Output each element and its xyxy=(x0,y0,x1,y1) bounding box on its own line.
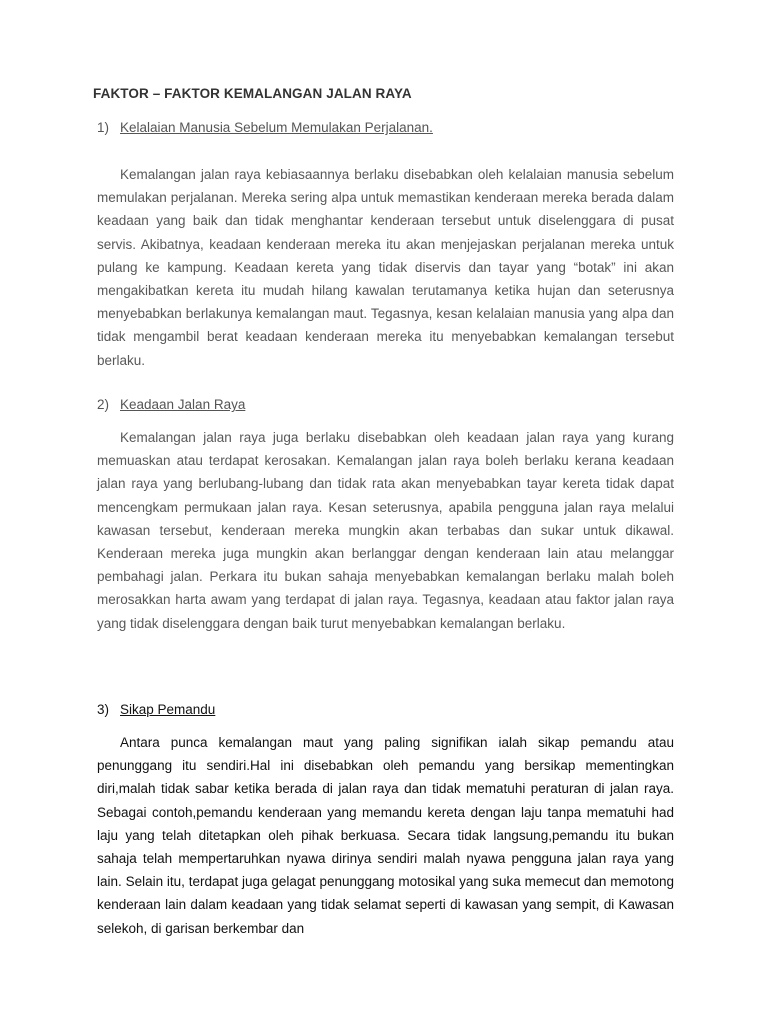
section-2-paragraph: Kemalangan jalan raya juga berlaku disebabkan oleh keadaan jalan raya yang kurang memuaskan atau terdapat kerosakan. Kemalangan jalan raya boleh berlaku kerana keadaan jalan raya yang berlubang-lubang dan tidak rata akan menyebabkan tayar kereta tidak dapat mencengkam permukaan jalan raya. Kesan seterusnya, apabila pengguna jalan raya melalui kawasan tersebut, kenderaan mereka mungkin akan terbabas dan sukar untuk dikawal. Kenderaan mereka juga mungkin akan berlanggar dengan kenderaan lain atau melanggar pembahagi jalan. Perkara itu bukan sahaja menyebabkan kemalangan berlaku malah boleh merosakkan harta awam yang terdapat di jalan raya. Tegasnya, keadaan atau faktor jalan raya yang tidak diselenggara dengan baik turut menyebabkan kemalangan berlaku. xyxy=(97,430,674,631)
section-3-heading xyxy=(97,702,215,717)
section-3-number: 3) xyxy=(97,702,110,717)
section-1-number: 1) xyxy=(97,120,110,135)
section-3-title: Sikap Pemandu xyxy=(120,702,216,717)
section-2-number: 2) xyxy=(97,397,110,412)
section-1-heading xyxy=(97,120,433,135)
section-2-heading xyxy=(97,397,245,412)
section-3-paragraph: Antara punca kemalangan maut yang paling signifikan ialah sikap pemandu atau penunggang itu sendiri.Hal ini disebabkan oleh pemandu yang bersikap mementingkan diri,malah tidak sabar ketika berada di jalan raya dan tidak mematuhi peraturan di jalan raya. Sebagai contoh,pemandu kenderaan yang memandu kereta dengan laju tanpa mematuhi had laju yang telah ditetapkan oleh pihak berkuasa. Secara tidak langsung,pemandu itu bukan sahaja telah mempertaruhkan nyawa dirinya sendiri malah nyawa pengguna jalan raya yang lain. Selain itu, terdapat juga gelagat penunggang motosikal yang suka memecut dan memotong kenderaan lain dalam keadaan yang tidak selamat seperti di kawasan yang sempit, di Kawasan selekoh, di garisan berkembar dan xyxy=(97,735,674,936)
section-2-title: Keadaan Jalan Raya xyxy=(120,397,246,412)
section-1-title: Kelalaian Manusia Sebelum Memulakan Perjalanan. xyxy=(120,120,433,135)
document-title: FAKTOR – FAKTOR KEMALANGAN JALAN RAYA xyxy=(93,86,412,101)
section-1-paragraph: Kemalangan jalan raya kebiasaannya berlaku disebabkan oleh kelalaian manusia sebelum memulakan perjalanan. Mereka sering alpa untuk memastikan kenderaan mereka berada dalam keadaan yang baik dan tidak menghantar kenderaan tersebut untuk diselenggara di pusat servis. Akibatnya, keadaan kenderaan mereka itu akan menjejaskan perjalanan mereka untuk pulang ke kampung. Keadaan kereta yang tidak diservis dan tayar yang “botak” ini akan mengakibatkan kereta itu mudah hilang kawalan terutamanya ketika hujan dan seterusnya menyebabkan berlakunya kemalangan maut. Tegasnya, kesan kelalaian manusia yang alpa dan tidak mengambil berat keadaan kenderaan mereka itu menyebabkan kemalangan tersebut berlaku. xyxy=(97,167,674,368)
